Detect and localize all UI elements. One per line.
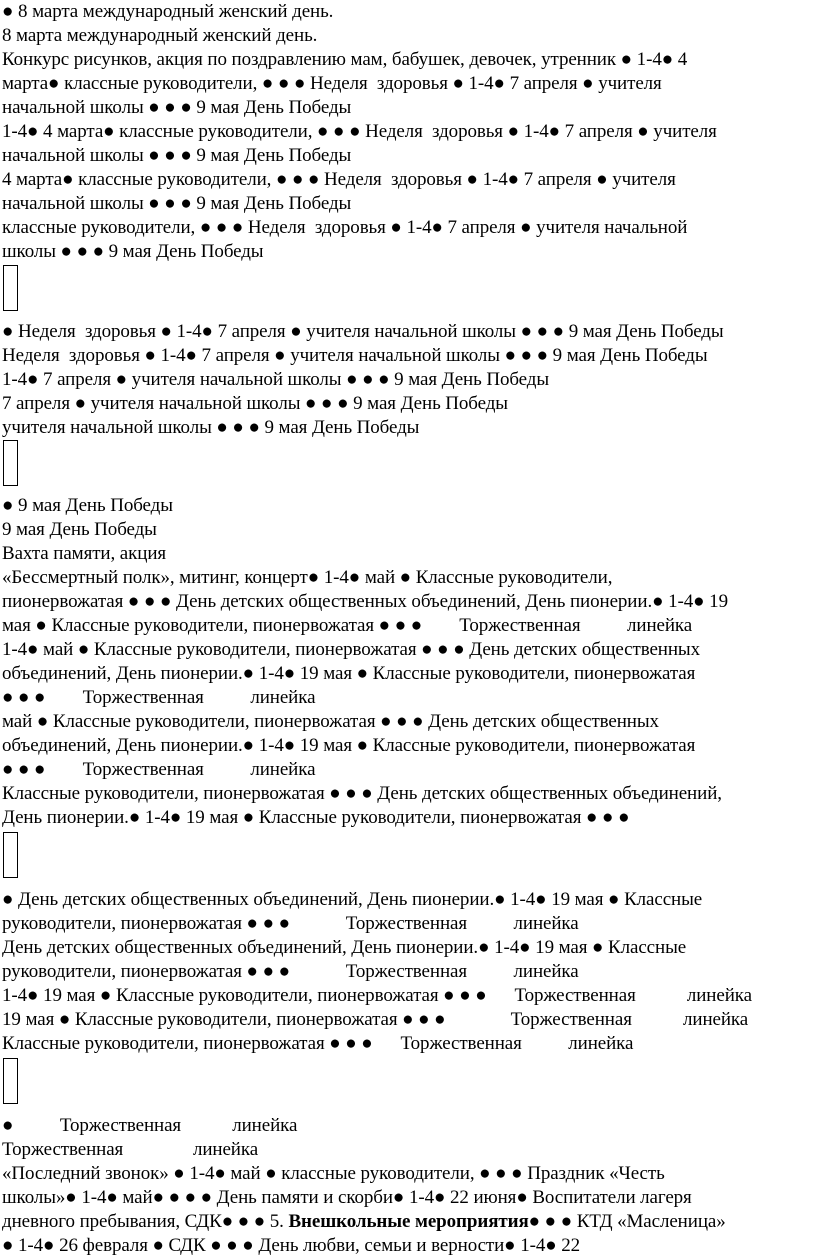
text-line: начальной школы ● ● ● 9 мая День Победы [2, 193, 352, 214]
text-line: ● День детских общественных объединений, День пионерии.● 1-4● 19 мая ● Классные [2, 889, 703, 910]
text-line: ● 1-4● 26 февраля ● СДК ● ● ● День любви, семьи и верности● 1-4● 22 [2, 1235, 581, 1256]
text-line: День пионерии.● 1-4● 19 мая ● Классные руководители, пионервожатая ● ● ● [2, 807, 630, 828]
empty-checkbox-frame [3, 265, 18, 311]
text-line: 1-4● май ● Классные руководители, пионервожатая ● ● ● День детских общественных [2, 639, 700, 660]
empty-checkbox-frame [3, 832, 18, 878]
text-line: ● 9 мая День Победы [2, 495, 173, 516]
text-line: 1-4● 19 мая ● Классные руководители, пионервожатая ● ● ● Торжественная линейка [2, 985, 752, 1006]
text-line: «Последний звонок» ● 1-4● май ● классные руководители, ● ● ● Праздник «Честь [2, 1163, 665, 1184]
text-line: руководители, пионервожатая ● ● ● Торжественная линейка [2, 961, 579, 982]
text-line: начальной школы ● ● ● 9 мая День Победы [2, 145, 352, 166]
text-line: ● 8 марта международный женский день. [2, 1, 334, 22]
text-line: объединений, День пионерии.● 1-4● 19 мая ● Классные руководители, пионервожатая [2, 663, 696, 684]
text-line: ● Неделя здоровья ● 1-4● 7 апреля ● учителя начальной школы ● ● ● 9 мая День Победы [2, 321, 724, 342]
text-line: классные руководители, ● ● ● Неделя здоровья ● 1-4● 7 апреля ● учителя начальной [2, 217, 688, 238]
text-line: «Бессмертный полк», митинг, концерт● 1-4● май ● Классные руководители, [2, 567, 613, 588]
text-line: 1-4● 7 апреля ● учителя начальной школы ● ● ● 9 мая День Победы [2, 369, 549, 390]
section-heading-bold: Внешкольные мероприятия [288, 1211, 529, 1232]
text-line-with-bold [2, 1210, 726, 1234]
text-line: Вахта памяти, акция [2, 543, 167, 564]
text-line: 19 мая ● Классные руководители, пионервожатая ● ● ● Торжественная линейка [2, 1009, 749, 1030]
text-line: 8 марта международный женский день. [2, 25, 318, 46]
empty-checkbox-frame [3, 440, 18, 486]
text-line: ● ● ● Торжественная линейка [2, 759, 316, 780]
text-line: учителя начальной школы ● ● ● 9 мая День Победы [2, 417, 420, 438]
text-fragment: дневного пребывания, СДК● ● ● 5. [2, 1211, 289, 1232]
text-line: 1-4● 4 марта● классные руководители, ● ● ● Неделя здоровья ● 1-4● 7 апреля ● учителя [2, 121, 717, 142]
text-line: Классные руководители, пионервожатая ● ● ● День детских общественных объединений, [2, 783, 722, 804]
text-line: объединений, День пионерии.● 1-4● 19 мая ● Классные руководители, пионервожатая [2, 735, 696, 756]
text-line: 9 мая День Победы [2, 519, 157, 540]
text-line: Конкурс рисунков, акция по поздравлению мам, бабушек, девочек, утренник ● 1-4● 4 [2, 49, 688, 70]
text-line: начальной школы ● ● ● 9 мая День Победы [2, 97, 352, 118]
text-line: Классные руководители, пионервожатая ● ● ● Торжественная линейка [2, 1033, 634, 1054]
text-line: мая ● Классные руководители, пионервожатая ● ● ● Торжественная линейка [2, 615, 693, 636]
text-line: пионервожатая ● ● ● День детских общественных объединений, День пионерии.● 1-4● 19 [2, 591, 728, 612]
text-line: школы ● ● ● 9 мая День Победы [2, 241, 264, 262]
text-line: марта● классные руководители, ● ● ● Неделя здоровья ● 1-4● 7 апреля ● учителя [2, 73, 662, 94]
text-line: руководители, пионервожатая ● ● ● Торжественная линейка [2, 913, 579, 934]
text-fragment: ● ● ● КТД «Масленица» [528, 1211, 726, 1232]
text-line: школы»● 1-4● май● ● ● ● День памяти и скорби● 1-4● 22 июня● Воспитатели лагеря [2, 1187, 692, 1208]
text-line: ● ● ● Торжественная линейка [2, 687, 316, 708]
empty-checkbox-frame [3, 1058, 18, 1104]
text-line: ● Торжественная линейка [2, 1115, 298, 1136]
text-line: День детских общественных объединений, День пионерии.● 1-4● 19 мая ● Классные [2, 937, 687, 958]
text-line: май ● Классные руководители, пионервожатая ● ● ● День детских общественных [2, 711, 659, 732]
text-line: Неделя здоровья ● 1-4● 7 апреля ● учителя начальной школы ● ● ● 9 мая День Победы [2, 345, 708, 366]
text-line: Торжественная линейка [2, 1139, 259, 1160]
text-line: 7 апреля ● учителя начальной школы ● ● ● 9 мая День Победы [2, 393, 508, 414]
text-line: 4 марта● классные руководители, ● ● ● Неделя здоровья ● 1-4● 7 апреля ● учителя [2, 169, 676, 190]
